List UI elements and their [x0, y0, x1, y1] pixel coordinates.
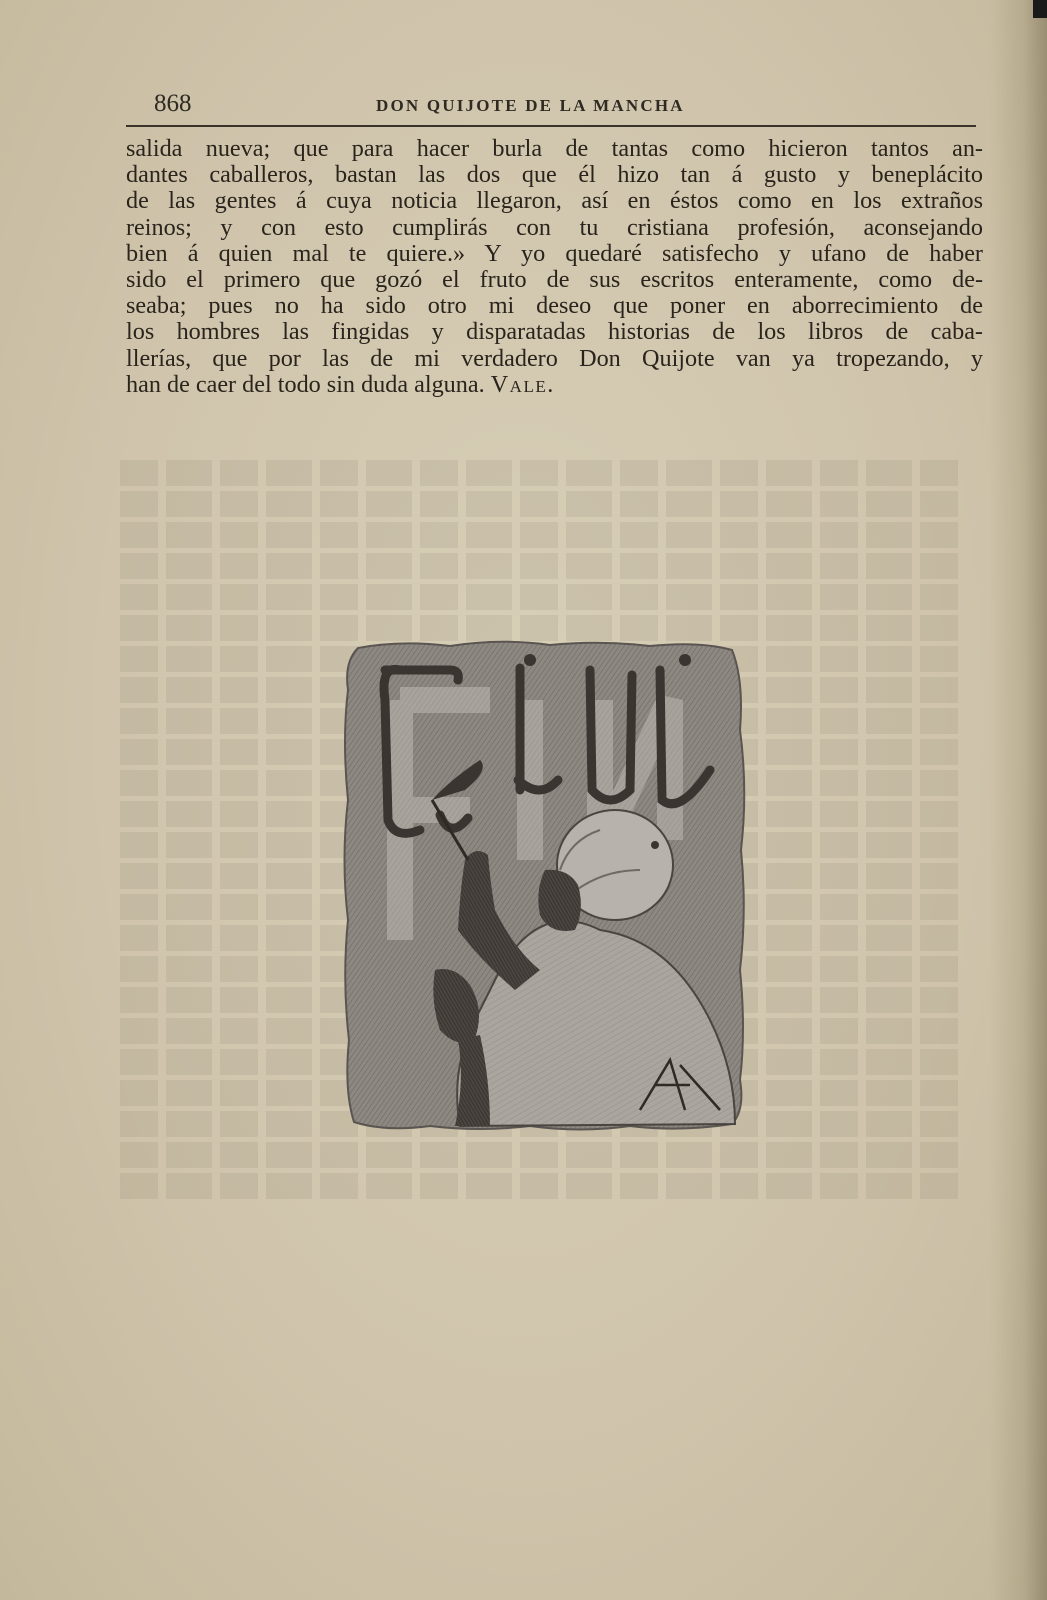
closing-word: Vale. — [490, 370, 555, 398]
text-line: llerías, que por las de mi verdadero Don Quijote van ya tropezando, y — [126, 344, 983, 372]
page-header — [126, 86, 976, 122]
last-line-text: han de caer del todo sin duda alguna. — [126, 370, 491, 398]
page-edge-shadow — [989, 0, 1047, 1600]
page-number: 868 — [154, 90, 192, 117]
body-paragraph — [126, 136, 983, 398]
text-line: salida nueva; que para hacer burla de tantas como hicieron tantos an- — [126, 135, 983, 162]
text-line: seaba; pues no ha sido otro mi deseo que poner en aborrecimiento de — [126, 292, 983, 320]
text-line: dantes caballeros, bastan las dos que él hizo tan á gusto y beneplácito — [126, 161, 983, 189]
text-line: los hombres las fingidas y disparatadas historias de los libros de caba- — [126, 318, 983, 346]
text-line-last — [126, 372, 983, 398]
engraving-svg — [340, 640, 752, 1133]
letter-dot — [679, 654, 691, 666]
letter-dot — [524, 654, 536, 666]
text-line: bien á quien mal te quiere.» Y yo quedaré satisfecho y ufano de haber — [126, 239, 983, 267]
text-line: reinos; y con esto cumplirás con tu cristiana profesión, aconsejando — [126, 213, 983, 241]
text-line: sido el primero que gozó el fruto de sus escritos enteramente, como de- — [126, 265, 983, 293]
engraving-scribe-writing-fin-icon — [340, 640, 752, 1133]
running-title: DON QUIJOTE DE LA MANCHA — [376, 96, 685, 115]
header-rule — [126, 125, 976, 127]
text-line: de las gentes á cuya noticia llegaron, así en éstos como en los extraños — [126, 187, 983, 215]
corner-mark — [1033, 0, 1047, 18]
